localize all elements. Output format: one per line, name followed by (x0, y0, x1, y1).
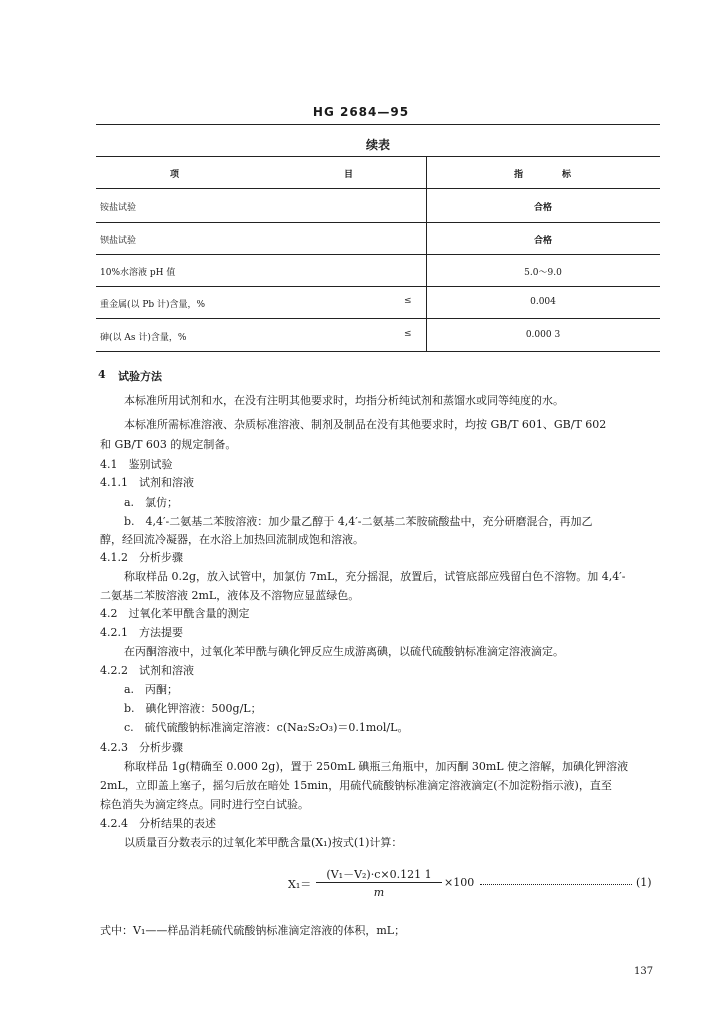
section-number: 4 (98, 368, 106, 381)
formula-leader (480, 884, 632, 885)
table-row-rule (96, 286, 660, 287)
table-row-item: 砷(以 As 计)含量，% (100, 333, 187, 343)
subsection-heading: 4.1.2 分析步骤 (100, 551, 183, 564)
table-row-value: 0.004 (530, 297, 556, 307)
paragraph: 本标准所用试剂和水，在没有注明其他要求时，均指分析纯试剂和蒸馏水或同等纯度的水。 (124, 394, 564, 407)
paragraph: 称取样品 0.2g，放入试管中，加氯仿 7mL，充分摇混，放置后，试管底部应残留白色不溶物。加 4,4′- (124, 570, 626, 583)
table-row-value: 合格 (533, 203, 552, 213)
formula-denominator: m (373, 886, 385, 899)
table-row-item: 钡盐试验 (100, 236, 137, 246)
page-number: 137 (634, 966, 654, 977)
formula-numerator: (V₁－V₂)·c×0.121 1 (326, 868, 432, 881)
table-row-value: 合格 (533, 236, 552, 246)
table-row-operator: ≤ (404, 296, 412, 306)
list-item: a. 丙酮； (124, 683, 179, 696)
col-header-spec-b: 标 (562, 170, 572, 180)
table-row-value: 0.000 3 (525, 330, 561, 340)
table-caption: 续表 (365, 138, 390, 152)
subsection-heading: 4.2 过氧化苯甲酰含量的测定 (100, 607, 250, 620)
paragraph: 棕色消失为滴定终点。同时进行空白试验。 (100, 798, 309, 811)
standard-number-header: HG 2684—95 (312, 105, 410, 119)
header-rule (96, 124, 660, 125)
table-row-item: 重金属(以 Pb 计)含量，% (100, 300, 206, 310)
table-bottom-rule (96, 351, 660, 352)
paragraph: 和 GB/T 603 的规定制备。 (100, 438, 237, 451)
subsection-heading: 4.2.3 分析步骤 (100, 741, 183, 754)
list-item: c. 硫代硫酸钠标准滴定溶液：c(Na₂S₂O₃)＝0.1mol/L。 (124, 721, 409, 734)
col-header-item-right: 目 (344, 170, 354, 180)
paragraph: 在丙酮溶液中，过氧化苯甲酰与碘化钾反应生成游离碘，以硫代硫酸钠标准滴定溶液滴定。 (124, 645, 564, 658)
subsection-heading: 4.2.4 分析结果的表述 (100, 817, 216, 830)
table-top-rule (96, 156, 660, 157)
paragraph: 本标准所需标准溶液、杂质标准溶液、制剂及制品在没有其他要求时，均按 GB/T 601、GB/T 602 (124, 418, 607, 431)
formula-lhs: X₁＝ (288, 878, 312, 891)
paragraph: 称取样品 1g(精确至 0.000 2g)，置于 250mL 碘瓶三角瓶中，加丙酮 30mL 使之溶解，加碘化钾溶液 (124, 760, 629, 773)
list-item-continued: 醇，经回流冷凝器，在水浴上加热回流制成饱和溶液。 (100, 533, 364, 546)
paragraph: 2mL，立即盖上塞子，摇匀后放在暗处 15min，用硫代硫酸钠标准滴定溶液滴定(不加淀粉指示液)，直至 (100, 779, 612, 792)
where-clause: 式中：V₁——样品消耗硫代硫酸钠标准滴定溶液的体积，mL； (100, 924, 406, 937)
table-row-rule (96, 254, 660, 255)
list-item: b. 4,4′-二氨基二苯胺溶液：加少量乙醇于 4,4′-二氨基二苯胺硫酸盐中，充分研磨混合，再加乙 (124, 515, 593, 528)
col-header-item-left: 项 (170, 170, 180, 180)
table-row-value: 5.0～9.0 (524, 268, 562, 278)
list-item: b. 碘化钾溶液：500g/L； (124, 702, 262, 715)
subsection-heading: 4.1 鉴别试验 (100, 458, 173, 471)
table-column-divider (426, 156, 427, 351)
subsection-heading: 4.1.1 试剂和溶液 (100, 476, 194, 489)
table-row-item: 10%水溶液 pH 值 (100, 268, 176, 278)
table-row-rule (96, 318, 660, 319)
formula-fraction-bar (316, 882, 442, 883)
formula-rhs: ×100 (444, 876, 475, 889)
col-header-spec-a: 指 (514, 170, 524, 180)
list-item: a. 氯仿； (124, 496, 179, 509)
section-heading: 试验方法 (118, 370, 162, 383)
subsection-heading: 4.2.1 方法提要 (100, 626, 183, 639)
table-row-operator: ≤ (404, 329, 412, 339)
paragraph: 以质量百分数表示的过氧化苯甲酰含量(X₁)按式(1)计算： (124, 836, 403, 849)
table-header-rule (96, 188, 660, 189)
paragraph: 二氨基二苯胺溶液 2mL，液体及不溶物应显蓝绿色。 (100, 589, 360, 602)
formula-number: (1) (636, 876, 652, 889)
subsection-heading: 4.2.2 试剂和溶液 (100, 664, 194, 677)
table-row-rule (96, 222, 660, 223)
table-row-item: 铵盐试验 (100, 203, 137, 213)
